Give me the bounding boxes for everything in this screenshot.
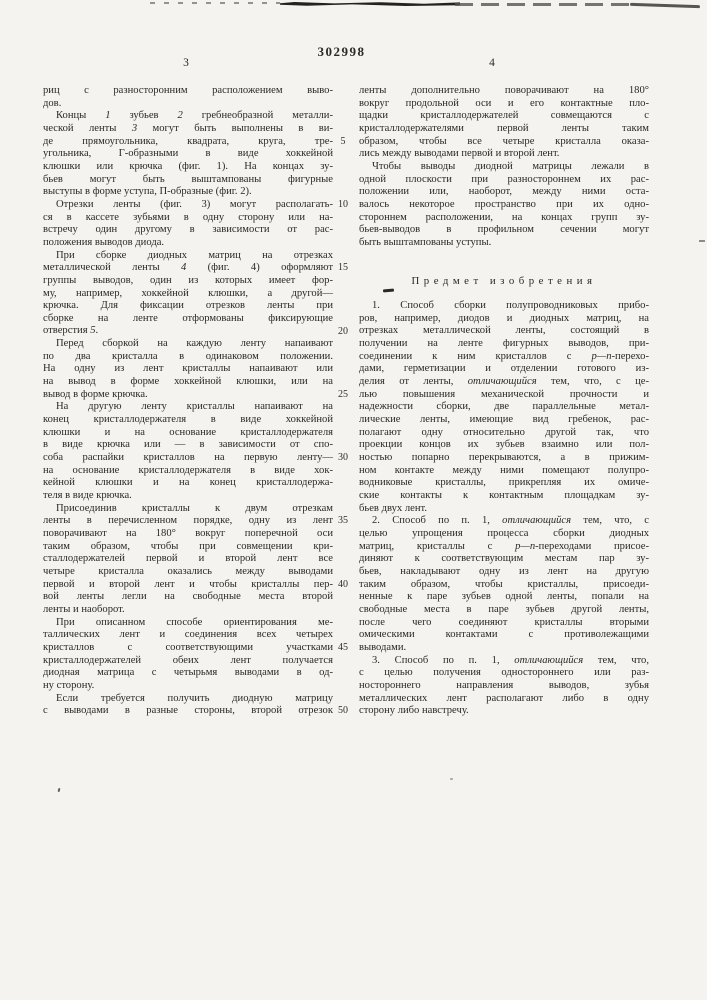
text-line: щадки кристаллодержателей совмещаются с <box>359 110 649 122</box>
text-line: положения выводов диода. <box>43 236 165 248</box>
paper-speck <box>699 240 705 242</box>
paper-speck <box>58 788 61 792</box>
text-line: ностью попарно перекрываются, а в прижим- <box>359 452 649 464</box>
scan-edge-artifact-mid <box>455 3 630 6</box>
text-line: диодная матрица с четырьмя выводами в од- <box>43 667 333 679</box>
line-number: 50 <box>338 705 348 717</box>
line-number: 35 <box>338 515 348 527</box>
paper-speck <box>450 778 453 780</box>
text-line: сторону либо навстречу. <box>359 705 469 717</box>
scan-edge-artifact-dashed <box>150 2 280 4</box>
text-line: таллических лент и соединения всех четырех <box>43 629 333 641</box>
text-line: отверстия 5. <box>43 325 99 337</box>
text-line: на вывод в форме хоккейной клюшки, или на <box>43 376 333 388</box>
text-line: поворачивают на 180° вокруг поперечной оси <box>43 527 333 539</box>
text-line: ческой ленты 3 могут быть выполнены в ви- <box>43 122 334 134</box>
text-line: теля в виде крючка. <box>43 490 132 501</box>
text-line: дами, герметизации и отделении готового из- <box>359 363 649 375</box>
left-column <box>43 85 333 718</box>
text-line: клюшки и на основание кристаллодержателя <box>43 426 333 438</box>
text-line: де прямоугольника, квадрата, круга, тре- <box>43 135 333 147</box>
line-number: 20 <box>338 325 348 337</box>
text-line: группы выводов, один из которых имеет фор- <box>43 274 333 286</box>
text-line: лись между выводами первой и второй лент. <box>359 148 560 160</box>
text-line: бьев-выводов в профильном сечении могут <box>359 224 649 236</box>
text-line: металлической ленты 4 (фиг. 4) оформляют <box>43 262 333 274</box>
text-line: встречу один другому в зависимости от рас- <box>43 224 333 236</box>
line-number: 40 <box>338 578 348 590</box>
text-line: ностороннего направления выводов, зубья <box>359 679 649 691</box>
text-line: 2. Способ по п. 1, отличающийся тем, что, с <box>372 515 649 527</box>
text-line: ном контакте между ними помещают полупро- <box>359 464 649 476</box>
blank-line <box>359 288 649 301</box>
text-line: матриц, кристаллы с p—n-переходами присое- <box>359 540 649 552</box>
text-line: положении или, наоборот, между ними оста- <box>359 186 649 198</box>
text-line: в виде крючка или — в зависимости от спо- <box>43 439 333 451</box>
text-line: одной плоскости при разностороннем их рас- <box>359 173 649 185</box>
text-line: 3. Способ по п. 1, отличающийся тем, что, <box>372 654 649 666</box>
text-line: Чтобы выводы диодной матрицы лежали в <box>372 160 649 172</box>
text-line: вокруг продольной оси и его контактные пло- <box>359 97 649 109</box>
text-line: Концы 1 зубьев 2 гребнеобразной металли- <box>56 110 333 122</box>
text-line: соба распайки кристаллов на первую ленту— <box>43 452 333 464</box>
text-line: ские контакты к контактным площадкам зу- <box>359 490 649 501</box>
column-page-number-left: 3 <box>183 57 189 69</box>
text-line: таким образом, чтобы при совмещении кри- <box>43 540 333 552</box>
text-line: сборке на ленте отформованы фиксирующие <box>43 312 333 324</box>
text-line: му, например, хоккейной клюшки, а другой— <box>43 287 333 299</box>
text-line: кристаллов с соответствующими участками <box>43 641 333 653</box>
line-number: 10 <box>338 198 348 210</box>
text-line: надежности сборки, две параллельные метал- <box>359 401 649 413</box>
section-heading: Предмет изобретения <box>411 274 597 287</box>
text-line: бьев могут быть выштампованы фигурные <box>43 173 333 185</box>
line-number: 30 <box>338 452 348 464</box>
text-line: металлических лент располагают либо в одну <box>359 692 649 704</box>
text-line: На одну из лент кристаллы напаивают или <box>43 363 333 375</box>
text-line: Отрезки ленты (фиг. 3) могут располагать- <box>56 198 333 210</box>
text-line: быть выштампованы уступы. <box>359 236 492 248</box>
text-line: ся в кассете зубьями в одну сторону или на- <box>43 211 333 223</box>
line-number: 15 <box>338 262 348 274</box>
text-line: стороннем расположении, на концах групп зу- <box>359 211 649 223</box>
text-line: На другую ленту кристаллы напаивают на <box>56 401 333 413</box>
text-line: кристаллодержателями первой ленты таким <box>359 122 649 134</box>
scan-edge-artifact-tail <box>630 3 700 8</box>
text-line: проекции концов их зубьев взаимно или пол- <box>359 439 649 451</box>
text-line: сталлодержателей первой и второй лент все <box>43 553 333 565</box>
text-line: по два кристалла в одинаковом положении. <box>43 350 333 362</box>
text-line: ленты и наоборот. <box>43 603 125 615</box>
text-line: получении на ленте фигурных выводов, при- <box>359 338 649 350</box>
text-line: выступы в форме уступа, П-образные (фиг. 2). <box>43 186 252 198</box>
text-line: кейной клюшки и на конец кристаллодержа- <box>43 477 333 489</box>
column-page-number-right: 4 <box>489 57 495 69</box>
text-line: омическими контактами с противолежащими <box>359 629 649 641</box>
text-line: с целью получения одностороннего или раз- <box>359 667 649 679</box>
text-line: дов. <box>43 97 62 109</box>
text-line: клюшки или крючка (фиг. 1). На концах зу- <box>43 160 333 172</box>
text-line: кристаллодержателей обеих лент получается <box>43 654 333 666</box>
text-line: Присоединив кристаллы к двум отрезкам <box>56 502 333 514</box>
text-line: При сборке диодных матриц на отрезках <box>56 249 333 261</box>
line-number: 25 <box>338 388 348 400</box>
text-line: выводами. <box>359 641 407 653</box>
patent-number: 302998 <box>317 44 366 59</box>
text-line: конец кристаллодержателя в виде хоккейной <box>43 414 333 426</box>
text-line: ну сторону. <box>43 679 95 691</box>
text-line: валось некоторое пространство при их одно- <box>359 198 649 210</box>
text-line: таким образом, чтобы кристаллы, присоеди- <box>359 578 649 590</box>
text-line: делия от ленты, отличающийся тем, что, с це- <box>359 376 649 388</box>
text-line: ров, например, диодов и диодных матриц, на <box>359 312 649 324</box>
text-line: ненные к паре зубьев одной ленты, попали на <box>359 591 649 603</box>
text-line: ленты в перечисленном порядке, одну из лент <box>43 515 333 527</box>
text-line: вой ленты легли на свободные места второй <box>43 591 333 603</box>
text-line: лические ленты, имеющие вид гребенок, рас- <box>359 414 649 426</box>
text-line: вывод в форме крючка. <box>43 388 148 400</box>
text-line: отрезках металлической ленты, состоящий в <box>359 325 649 337</box>
text-line: полагают одну относительно другой так, что <box>359 426 649 438</box>
text-line: бьев двух лент. <box>359 502 427 514</box>
text-line: Если требуется получить диодную матрицу <box>56 692 333 704</box>
text-line: Перед сборкой на каждую ленту напаивают <box>56 338 333 350</box>
text-line: 1. Способ сборки полупроводниковых прибо- <box>372 300 649 312</box>
text-line: водниковые кристаллы, прикрепляя их омиче- <box>359 477 649 489</box>
text-line: При описанном способе ориентирования ме- <box>56 616 333 628</box>
line-number: 45 <box>338 642 348 654</box>
text-line: на основание кристаллодержателя в виде хок- <box>43 464 333 476</box>
line-number: 5 <box>340 135 346 147</box>
blank-line <box>359 262 649 275</box>
text-line: свободные места в паре зубьев другой ленты, <box>359 603 649 615</box>
text-line: образом, чтобы все четыре кристалла оказа- <box>359 135 649 147</box>
text-line: крючка. Для фиксации отрезков ленты при <box>43 300 333 312</box>
text-line: после чего соединяют кристаллы вторыми <box>359 616 649 628</box>
page-content <box>43 85 649 719</box>
text-line: лью повышения механической прочности и <box>359 388 649 400</box>
text-line: первой и второй лент и чтобы кристаллы пер- <box>43 578 333 590</box>
blank-line <box>359 250 649 263</box>
right-column <box>359 85 649 718</box>
text-line: четыре кристалла оказались между выводами <box>43 565 333 577</box>
text-line: с выводами в разные стороны, второй отрезок <box>43 705 333 717</box>
text-line: ленты дополнительно поворачивают на 180° <box>359 85 649 96</box>
text-line: диняют к соответствующим местам пар зу- <box>359 553 649 565</box>
scan-edge-artifact-dark <box>280 2 460 6</box>
text-line: угольника, Г-образными в виде хоккейной <box>43 148 333 160</box>
text-line: бьев, накладывают одну из лент на другую <box>359 565 649 577</box>
text-line: соединении к ним кристаллов с p—n-перехо- <box>359 350 649 362</box>
text-line: риц с разносторонним расположением выво- <box>43 85 333 96</box>
text-line: целью упрощения процесса сборки диодных <box>359 527 649 539</box>
